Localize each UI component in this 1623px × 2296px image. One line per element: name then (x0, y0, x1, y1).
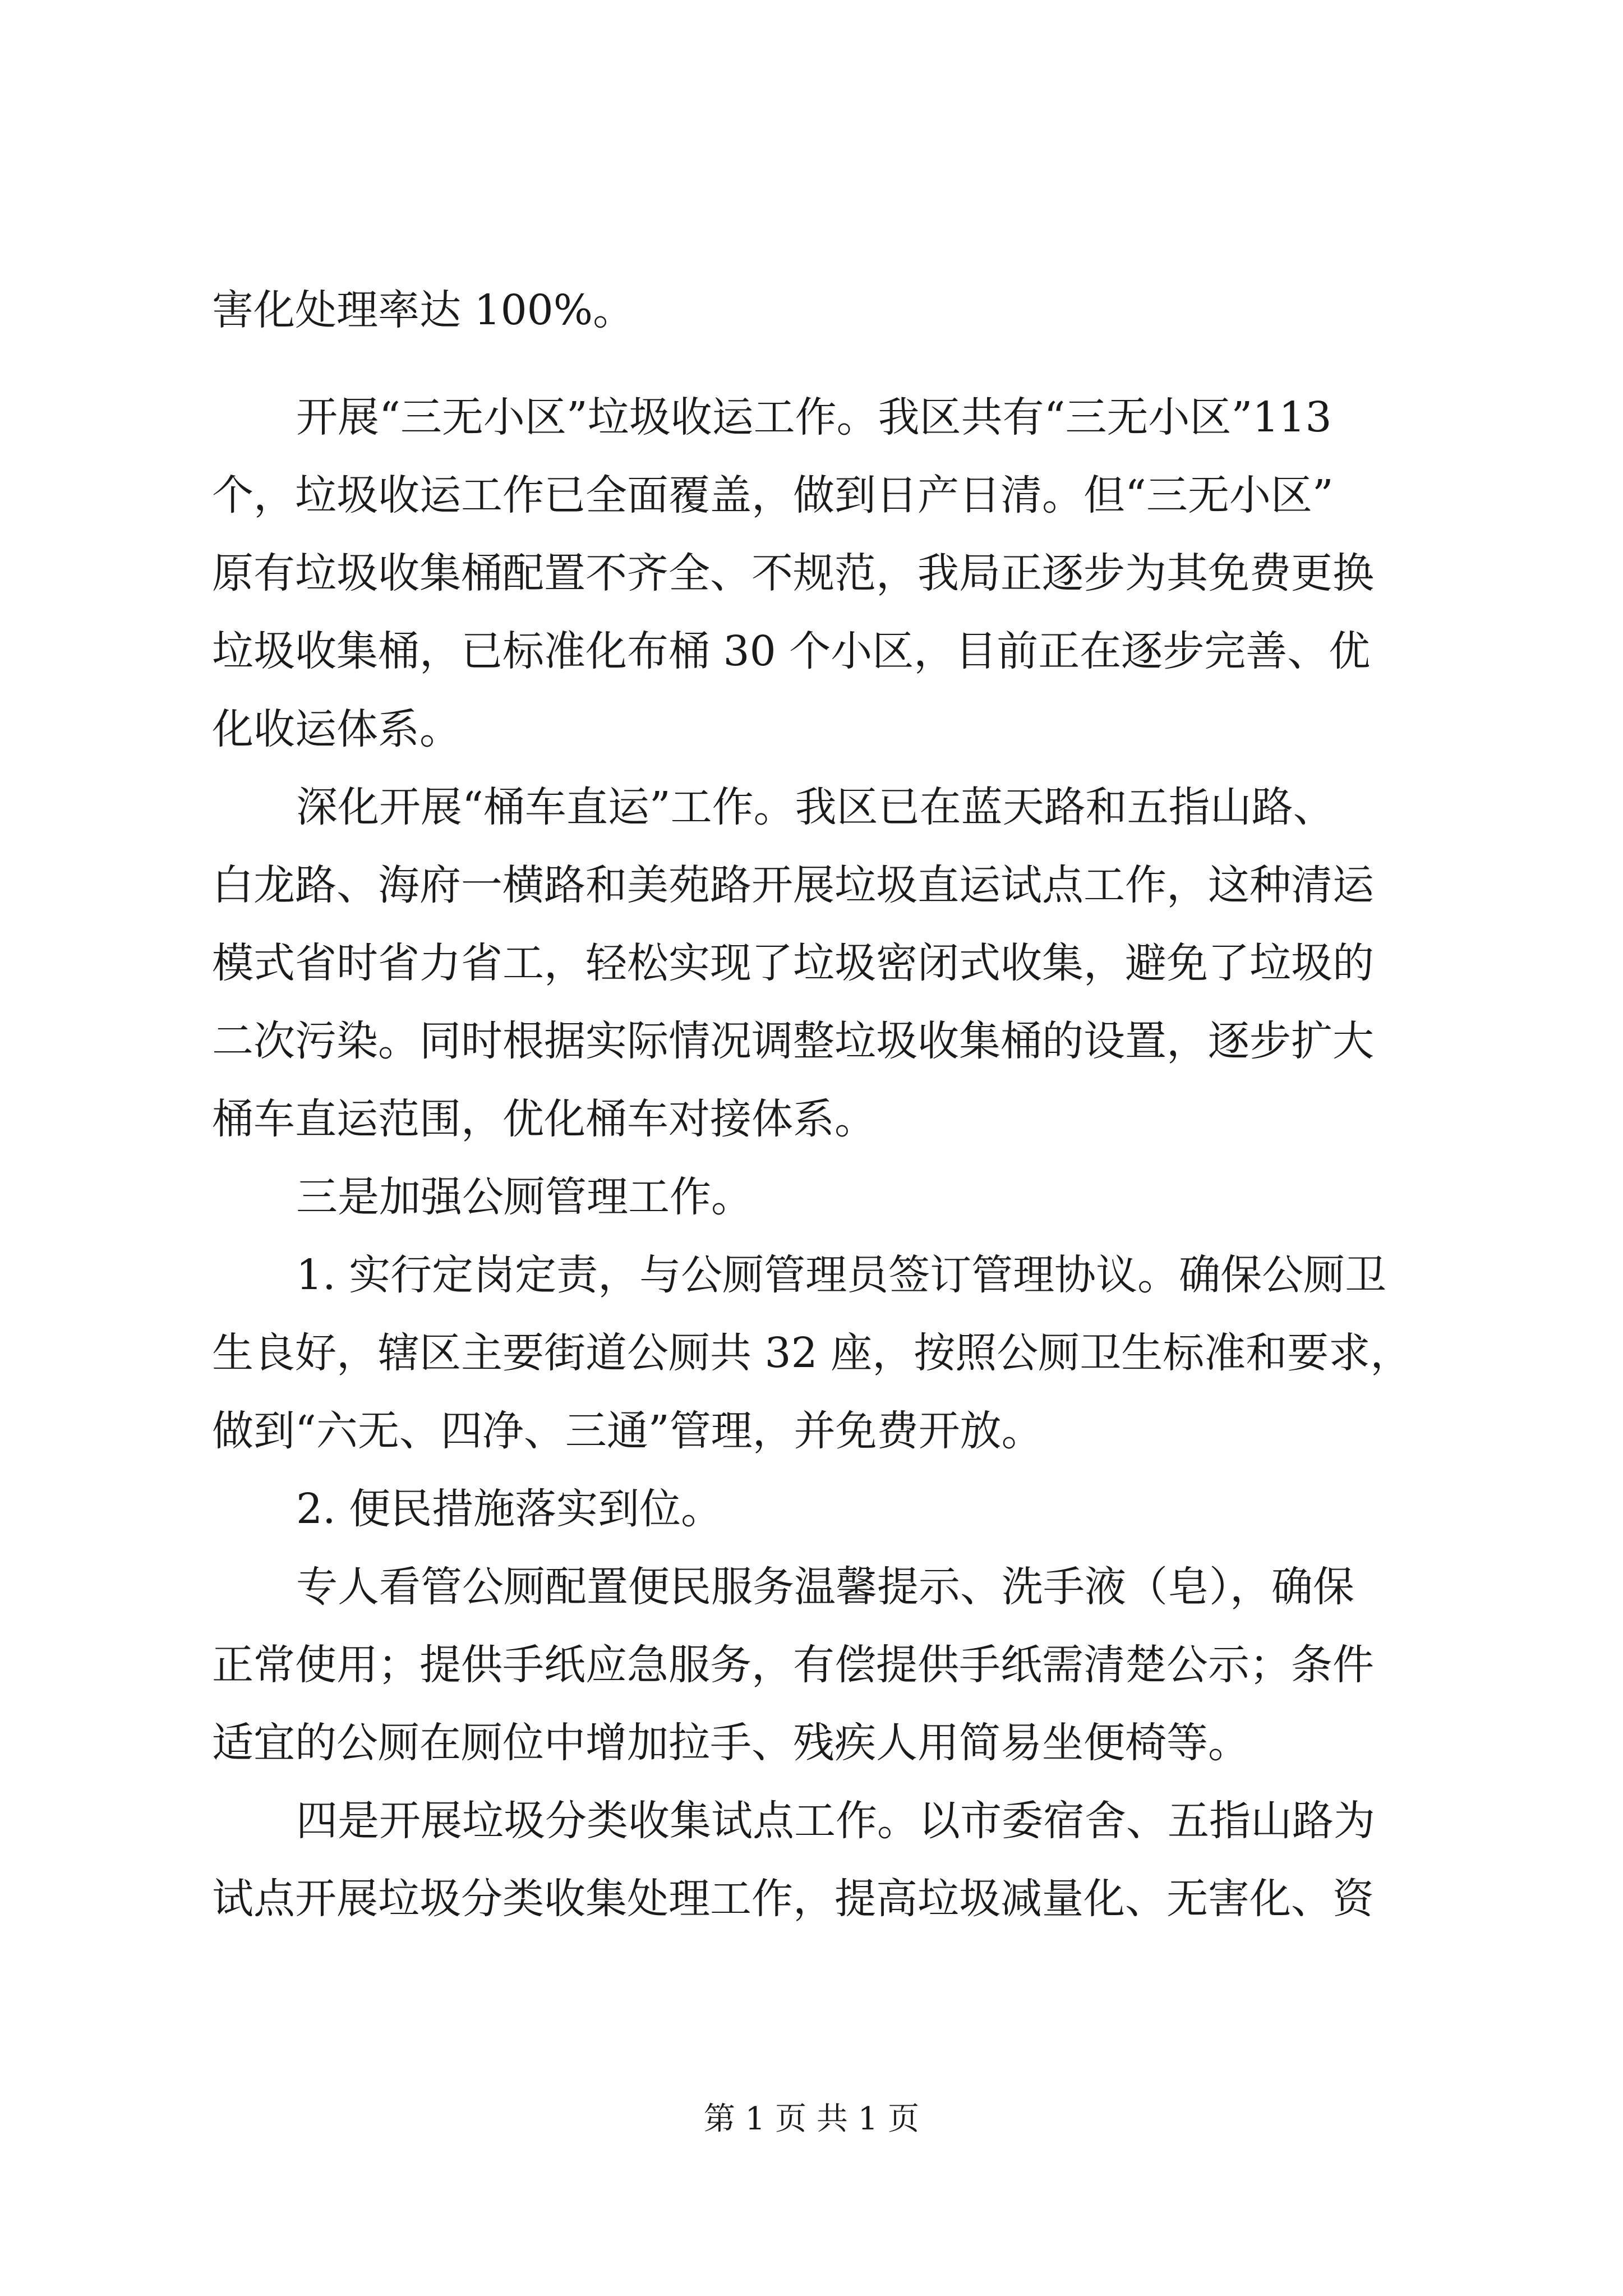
text-line: 适宜的公厕在厕位中增加拉手、残疾人用简易坐便椅等。 (212, 1719, 1249, 1767)
text-line: 桶车直运范围，优化桶车对接体系。 (212, 1095, 876, 1143)
paragraph-start-line: 专人看管公厕配置便民服务温馨提示、洗手液（皂），确保 (296, 1563, 1354, 1611)
text-line: 白龙路、海府一横路和美苑路开展垃圾直运试点工作，这种清运 (212, 861, 1374, 909)
paragraph-start-line: 四是开展垃圾分类收集试点工作。以市委宿舍、五指山路为 (296, 1797, 1375, 1845)
text-line: 害化处理率达 100%。 (212, 286, 635, 334)
text-line: 试点开展垃圾分类收集处理工作，提高垃圾减量化、无害化、资 (212, 1875, 1374, 1923)
text-line: 化收运体系。 (212, 705, 461, 753)
page-footer: 第 1 页 共 1 页 (703, 2101, 920, 2137)
text-line: 个，垃圾收运工作已全面覆盖，做到日产日清。但“三无小区” (212, 471, 1334, 519)
paragraph-start-line: 深化开展“桶车直运”工作。我区已在蓝天路和五指山路、 (296, 783, 1335, 831)
text-line: 二次污染。同时根据实际情况调整垃圾收集桶的设置，逐步扩大 (212, 1017, 1374, 1065)
text-line: 原有垃圾收集桶配置不齐全、不规范，我局正逐步为其免费更换 (212, 549, 1374, 597)
text-line: 做到“六无、四净、三通”管理，并免费开放。 (212, 1407, 1043, 1455)
paragraph-start-line: 1. 实行定岗定责，与公厕管理员签订管理协议。确保公厕卫 (296, 1251, 1387, 1299)
paragraph-start-line: 2. 便民措施落实到位。 (296, 1485, 723, 1533)
text-line: 垃圾收集桶，已标准化布桶 30 个小区，目前正在逐步完善、优 (212, 627, 1371, 675)
text-line: 正常使用；提供手纸应急服务，有偿提供手纸需清楚公示；条件 (212, 1641, 1374, 1689)
section-heading-line: 三是加强公厕管理工作。 (296, 1173, 753, 1221)
text-line: 生良好，辖区主要街道公厕共 32 座，按照公厕卫生标准和要求， (212, 1329, 1412, 1377)
text-line: 模式省时省力省工，轻松实现了垃圾密闭式收集，避免了垃圾的 (212, 939, 1374, 987)
paragraph-start-line: 开展“三无小区”垃圾收运工作。我区共有“三无小区”113 (296, 393, 1332, 441)
